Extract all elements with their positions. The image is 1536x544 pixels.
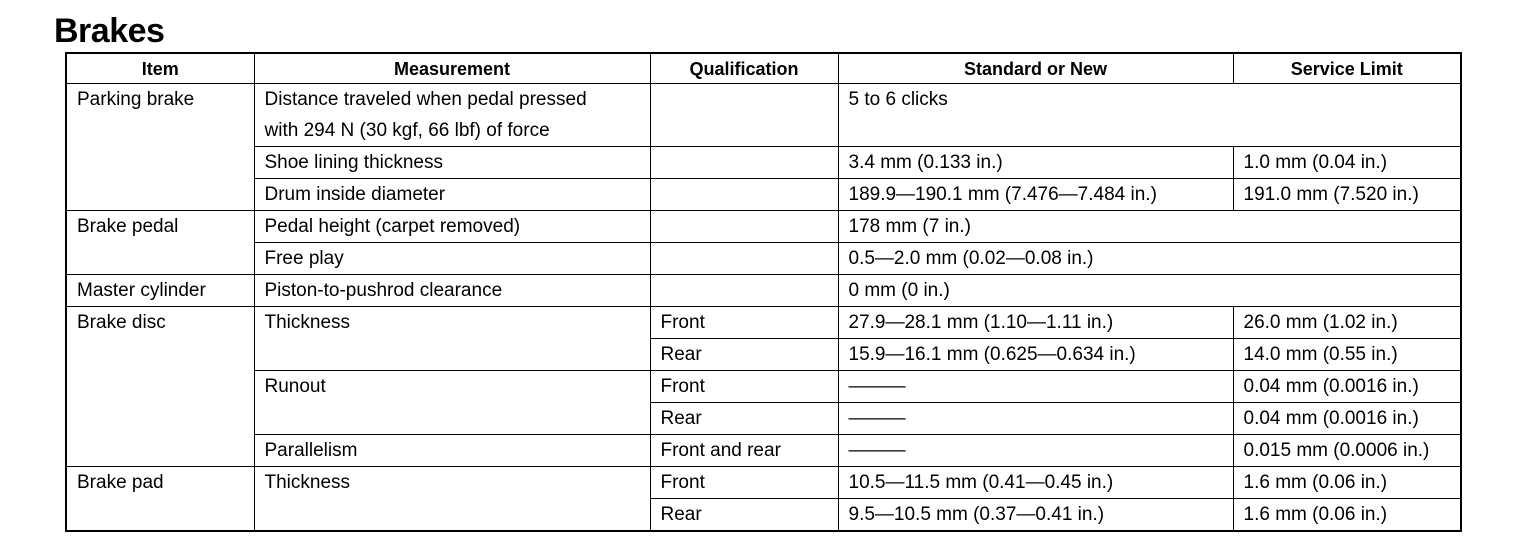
qualification-cell: Rear xyxy=(650,403,838,435)
qualification-cell xyxy=(650,275,838,307)
measurement-cell: Thickness xyxy=(254,307,650,371)
column-header-item: Item xyxy=(66,53,254,84)
page-title: Brakes xyxy=(54,12,165,50)
qualification-cell xyxy=(650,179,838,211)
table-row xyxy=(66,307,1461,339)
service-limit-cell: 26.0 mm (1.02 in.) xyxy=(1233,307,1461,339)
column-header-measurement: Measurement xyxy=(254,53,650,84)
standard-cell: ——— xyxy=(838,403,1233,435)
measurement-cell: Free play xyxy=(254,243,650,275)
table-row xyxy=(66,211,1461,243)
service-limit-cell: 191.0 mm (7.520 in.) xyxy=(1233,179,1461,211)
table-row xyxy=(66,84,1461,147)
qualification-cell: Front xyxy=(650,371,838,403)
standard-cell: 3.4 mm (0.133 in.) xyxy=(838,147,1233,179)
qualification-cell xyxy=(650,211,838,243)
table-row xyxy=(66,435,1461,467)
service-limit-cell: 1.0 mm (0.04 in.) xyxy=(1233,147,1461,179)
standard-cell: 0.5—2.0 mm (0.02—0.08 in.) xyxy=(838,243,1461,275)
measurement-cell: Runout xyxy=(254,371,650,435)
service-limit-cell: 1.6 mm (0.06 in.) xyxy=(1233,467,1461,499)
measurement-cell: Shoe lining thickness xyxy=(254,147,650,179)
qualification-cell xyxy=(650,84,838,147)
measurement-cell: Parallelism xyxy=(254,435,650,467)
table-row xyxy=(66,179,1461,211)
service-limit-cell: 14.0 mm (0.55 in.) xyxy=(1233,339,1461,371)
measurement-line: with 294 N (30 kgf, 66 lbf) of force xyxy=(264,120,550,141)
standard-cell: 5 to 6 clicks xyxy=(838,84,1461,147)
standard-cell: 9.5—10.5 mm (0.37—0.41 in.) xyxy=(838,499,1233,532)
brakes-spec-table xyxy=(65,52,1462,532)
table-row xyxy=(66,371,1461,403)
measurement-cell xyxy=(254,84,650,147)
qualification-cell: Front xyxy=(650,307,838,339)
service-limit-cell: 0.04 mm (0.0016 in.) xyxy=(1233,371,1461,403)
standard-cell: 189.9—190.1 mm (7.476—7.484 in.) xyxy=(838,179,1233,211)
measurement-cell: Pedal height (carpet removed) xyxy=(254,211,650,243)
table-row xyxy=(66,243,1461,275)
service-limit-cell: 0.015 mm (0.0006 in.) xyxy=(1233,435,1461,467)
qualification-cell: Rear xyxy=(650,339,838,371)
standard-cell: 0 mm (0 in.) xyxy=(838,275,1461,307)
qualification-cell: Front and rear xyxy=(650,435,838,467)
table-row xyxy=(66,467,1461,499)
measurement-cell: Piston-to-pushrod clearance xyxy=(254,275,650,307)
standard-cell: 27.9—28.1 mm (1.10—1.11 in.) xyxy=(838,307,1233,339)
measurement-line: Distance traveled when pedal pressed xyxy=(264,89,587,110)
column-header-qualification: Qualification xyxy=(650,53,838,84)
standard-cell: ——— xyxy=(838,371,1233,403)
item-cell: Master cylinder xyxy=(66,275,254,307)
standard-cell: 15.9—16.1 mm (0.625—0.634 in.) xyxy=(838,339,1233,371)
item-cell: Parking brake xyxy=(66,84,254,211)
table-row xyxy=(66,275,1461,307)
standard-cell: 10.5—11.5 mm (0.41—0.45 in.) xyxy=(838,467,1233,499)
item-cell: Brake pedal xyxy=(66,211,254,275)
table-header-row xyxy=(66,53,1461,84)
standard-cell: 178 mm (7 in.) xyxy=(838,211,1461,243)
column-header-service-limit: Service Limit xyxy=(1233,53,1461,84)
measurement-cell: Drum inside diameter xyxy=(254,179,650,211)
qualification-cell xyxy=(650,243,838,275)
standard-cell: ——— xyxy=(838,435,1233,467)
service-limit-cell: 1.6 mm (0.06 in.) xyxy=(1233,499,1461,532)
qualification-cell xyxy=(650,147,838,179)
qualification-cell: Front xyxy=(650,467,838,499)
column-header-standard: Standard or New xyxy=(838,53,1233,84)
table-row xyxy=(66,147,1461,179)
item-cell: Brake disc xyxy=(66,307,254,467)
measurement-cell: Thickness xyxy=(254,467,650,532)
service-limit-cell: 0.04 mm (0.0016 in.) xyxy=(1233,403,1461,435)
qualification-cell: Rear xyxy=(650,499,838,532)
item-cell: Brake pad xyxy=(66,467,254,532)
